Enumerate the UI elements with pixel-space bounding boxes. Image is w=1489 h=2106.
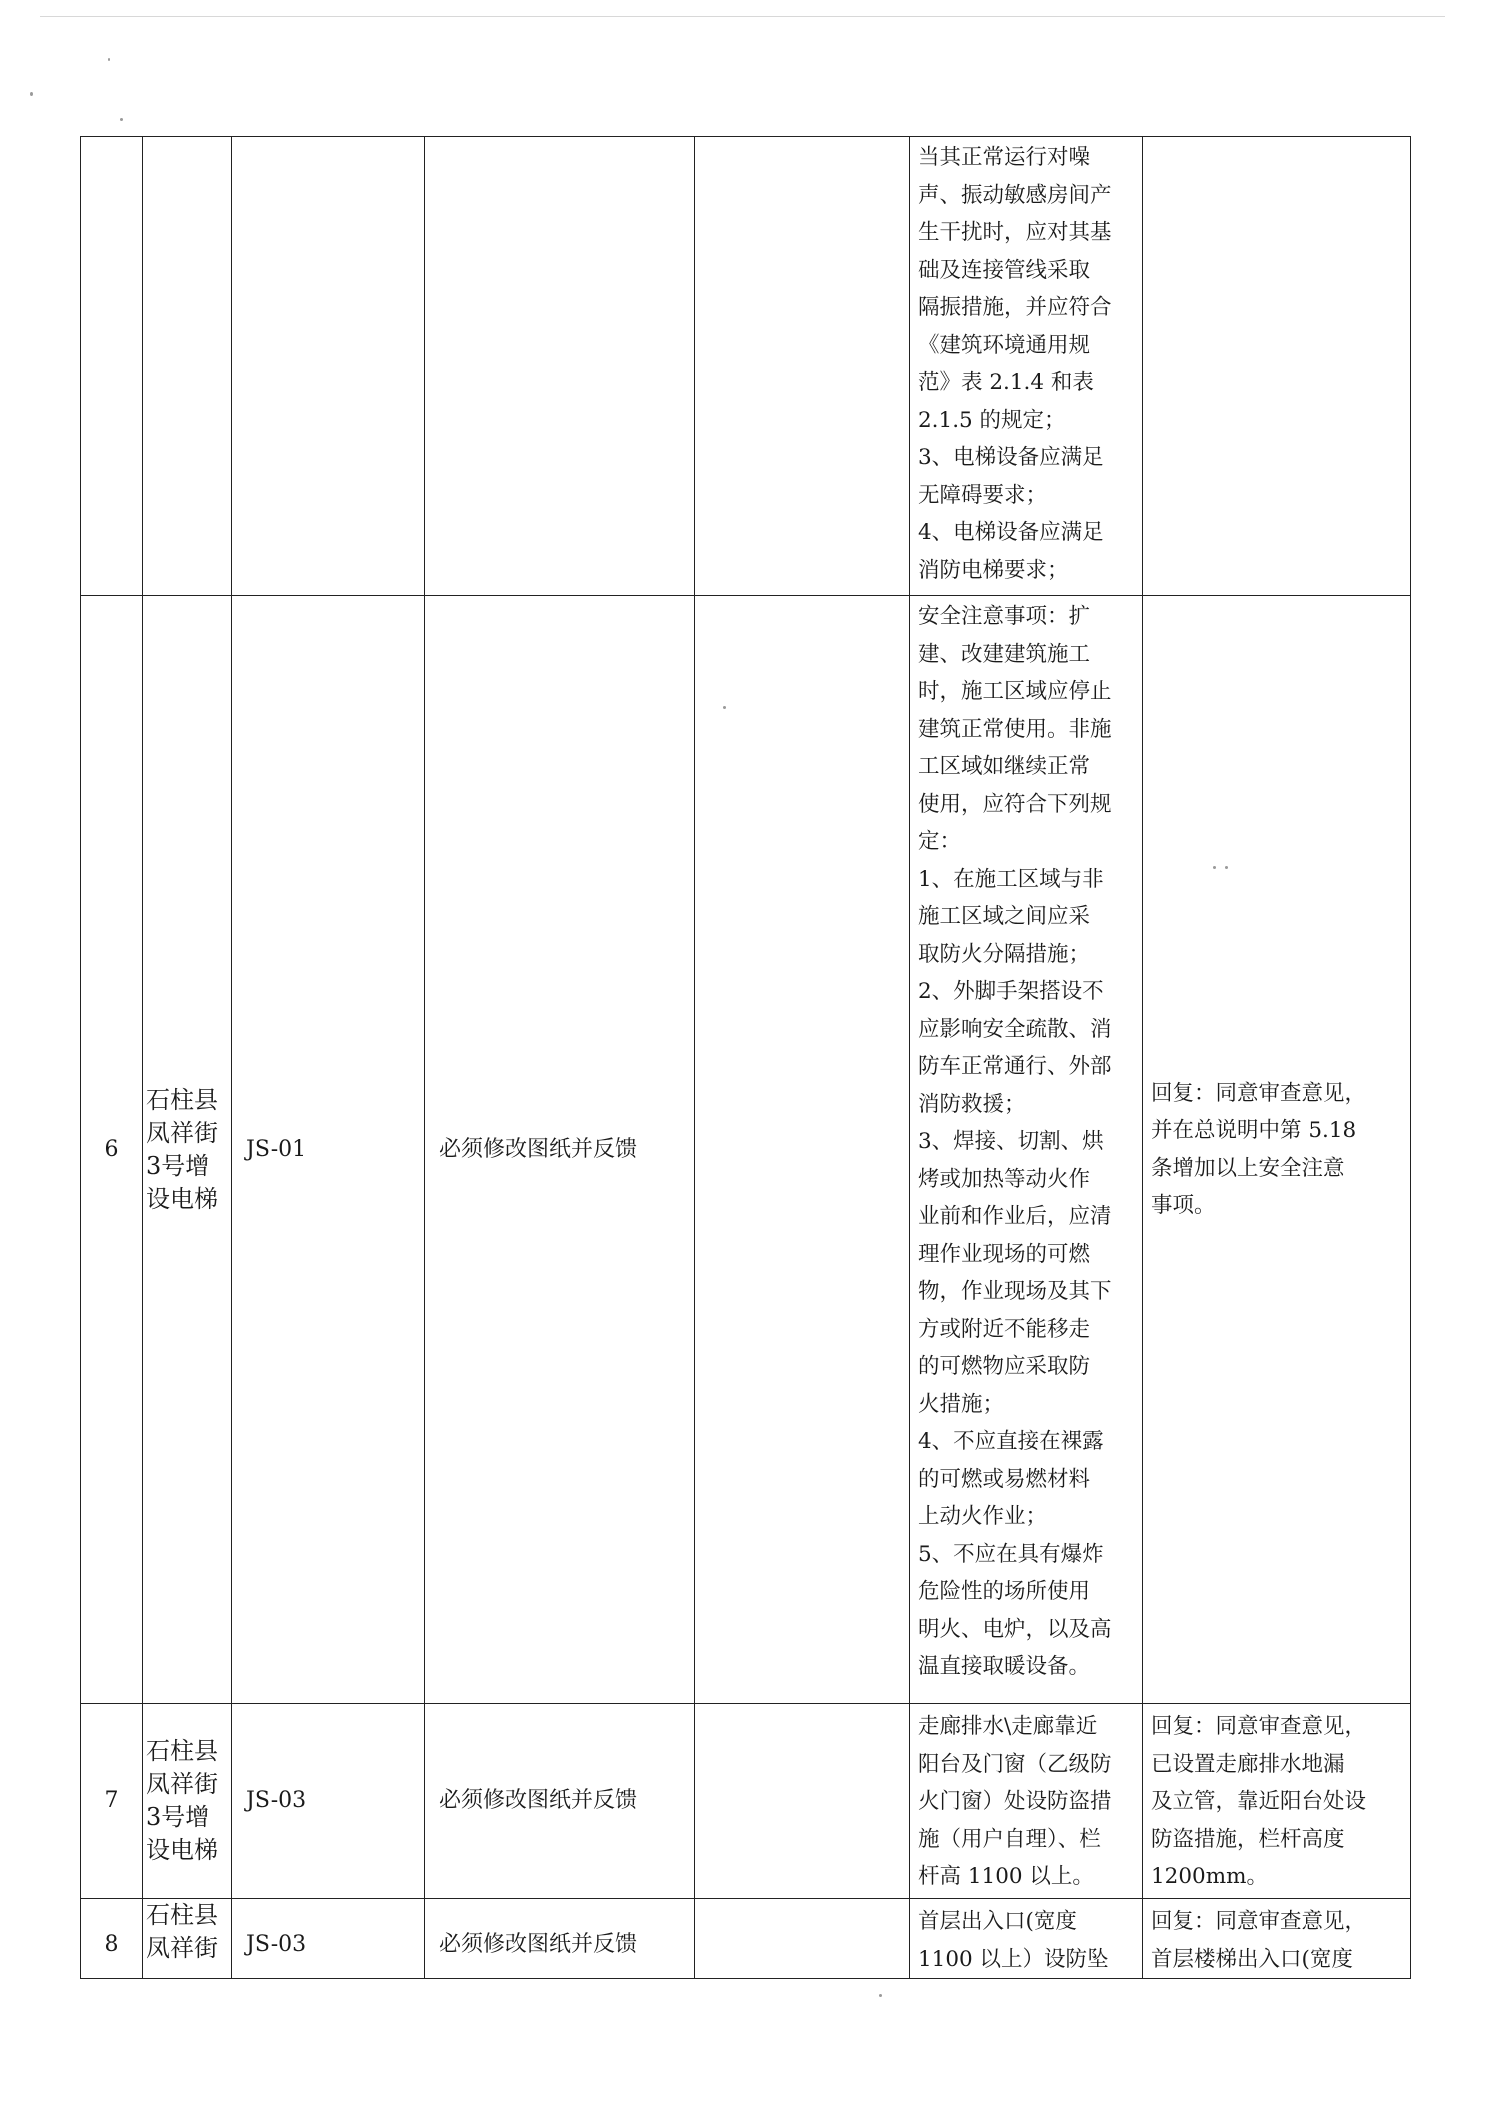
row-number: 7: [81, 1704, 143, 1899]
response-cell: [695, 596, 910, 1704]
requirement: [425, 137, 695, 596]
response-cell: [695, 137, 910, 596]
requirement: 必须修改图纸并反馈: [425, 1899, 695, 1979]
reply-text: [1143, 137, 1411, 596]
response-cell: [695, 1704, 910, 1899]
reply-text: 回复：同意审查意见， 已设置走廊排水地漏 及立管，靠近阳台处设 防盗措施，栏杆高度 1200mm。: [1143, 1704, 1411, 1899]
row-number: 8: [81, 1899, 143, 1979]
response-cell: [695, 1899, 910, 1979]
row-number: [81, 137, 143, 596]
review-content: 当其正常运行对噪 声、振动敏感房间产 生干扰时，应对其基 础及连接管线采取 隔振措施，并应符合 《建筑环境通用规 范》表 2.1.4 和表 2.1.5 的规定； 3、电梯设备应满足 无障碍要求； 4、电梯设备应满足 消防电梯要求；: [910, 137, 1143, 596]
review-content: 走廊排水\走廊靠近 阳台及门窗（乙级防 火门窗）处设防盗措 施（用户自理）、栏 杆高 1100 以上。: [910, 1704, 1143, 1899]
review-content: 首层出入口(宽度 1100 以上）设防坠: [910, 1899, 1143, 1979]
project-name: 石柱县凤祥街3号增设电梯: [143, 1704, 232, 1899]
project-name: 石柱县凤祥街: [143, 1899, 232, 1979]
row-number: 6: [81, 596, 143, 1704]
review-content: 安全注意事项：扩 建、改建建筑施工 时，施工区域应停止 建筑正常使用。非施 工区域如继续正常 使用，应符合下列规 定： 1、在施工区域与非 施工区域之间应采 取防火分隔措施； 2、外脚手架搭设不 应影响安全疏散、消 防车正常通行、外部 消防救援； 3、焊接、切割、烘 烤或加热等动火作 业前和作业后，应清 理作业现场的可燃 物，作业现场及其下 方或附近不能移走 的可燃物应采取防 火措施； 4、不应直接在裸露 的可燃或易燃材料 上动火作业； 5、不应在具有爆炸 危险性的场所使用 明火、电炉，以及高 温直接取暖设备。: [910, 596, 1143, 1704]
project-name: [143, 137, 232, 596]
reply-text: 回复：同意审查意见， 首层楼梯出入口(宽度: [1143, 1899, 1411, 1979]
table-row: [81, 1899, 1411, 1979]
drawing-code: JS-01: [232, 596, 425, 1704]
requirement: 必须修改图纸并反馈: [425, 1704, 695, 1899]
scan-speck: [30, 92, 33, 96]
table-row: [81, 596, 1411, 1704]
scan-speck: [120, 118, 123, 121]
drawing-code: [232, 137, 425, 596]
drawing-code: JS-03: [232, 1704, 425, 1899]
project-name: 石柱县凤祥街3号增设电梯: [143, 596, 232, 1704]
scan-speck: [879, 1994, 882, 1997]
review-table: [80, 136, 1411, 1979]
drawing-code: JS-03: [232, 1899, 425, 1979]
scan-speck: [108, 58, 110, 61]
scan-edge-line: [40, 16, 1445, 17]
table-row: [81, 137, 1411, 596]
requirement: 必须修改图纸并反馈: [425, 596, 695, 1704]
reply-text: 回复：同意审查意见， 并在总说明中第 5.18 条增加以上安全注意 事项。: [1143, 596, 1411, 1704]
table-row: [81, 1704, 1411, 1899]
